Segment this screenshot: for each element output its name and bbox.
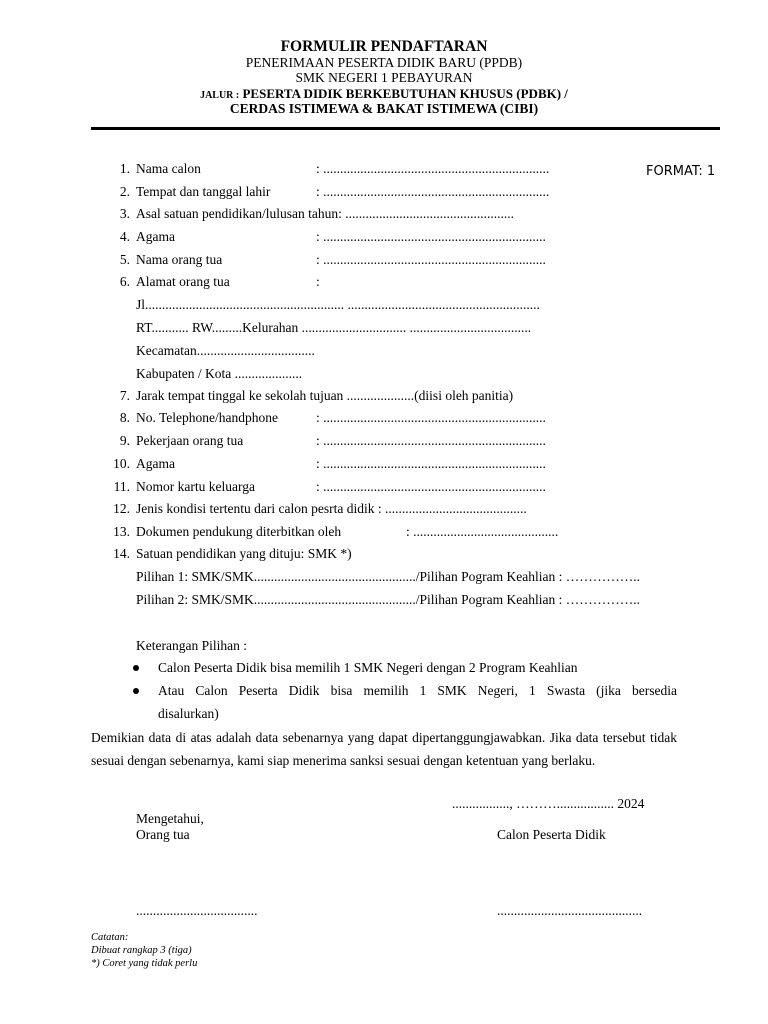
field-number: 3. (119, 206, 130, 221)
field-label: No. Telephone/handphone (136, 410, 279, 425)
jalur-prefix: JALUR : (200, 90, 240, 101)
field-value[interactable]: : ................................................................... (316, 184, 550, 199)
field-number: 2. (119, 184, 130, 199)
form-subtitle: PENERIMAAN PESERTA DIDIK BARU (PPDB) (245, 55, 523, 70)
field-value: : (316, 274, 320, 289)
field-value[interactable]: : ................................................................... (316, 161, 550, 176)
address-kecamatan[interactable]: Kecamatan................................... (136, 343, 315, 358)
field-label: Pekerjaan orang tua (136, 433, 244, 448)
field-number: 7. (119, 388, 130, 403)
field-number: 9. (119, 433, 130, 448)
field-number: 5. (119, 252, 130, 267)
calon-peserta-label: Calon Peserta Didik (497, 827, 606, 842)
field-number: 14. (113, 546, 130, 561)
field-value[interactable]: : .................................................................. (316, 479, 546, 494)
field-value[interactable]: : .................................................................. (316, 456, 546, 471)
statement-paragraph: Demikian data di atas adalah data sebenarnya yang dapat dipertanggungjawabkan. Jika data tersebut tidak sesuai dengan sebenarnya, kami siap menerima sanksi sesuai dengan ketentuan yang berlaku. (91, 730, 677, 768)
field-value[interactable]: : .................................................................. (316, 229, 546, 244)
field-value[interactable]: : .................................................................. (316, 410, 546, 425)
calon-signature-line[interactable]: ........................................... (497, 903, 643, 918)
pilihan-1[interactable]: Pilihan 1: SMK/SMK................................................/Pilihan Pogram Keahlian : …………….. (136, 569, 641, 584)
field-label: Nama calon (136, 161, 201, 176)
field-number: 13. (113, 524, 130, 539)
keterangan-heading: Keterangan Pilihan : (136, 638, 247, 653)
form-title: FORMULIR PENDAFTARAN (280, 38, 488, 55)
field-label: Alamat orang tua (136, 274, 230, 289)
address-rt-rw[interactable]: RT........... RW.........Kelurahan ............................... .................................... (136, 320, 532, 335)
catatan-title: Catatan: (91, 932, 129, 943)
pilihan-2[interactable]: Pilihan 2: SMK/SMK................................................/Pilihan Pogram Keahlian : …………….. (136, 592, 641, 607)
field-label: Agama (136, 456, 175, 471)
keterangan-item: Calon Peserta Didik bisa memilih 1 SMK Negeri dengan 2 Program Keahlian (158, 660, 578, 675)
field-value[interactable]: : .................................................................. (316, 433, 546, 448)
orang-tua-signature-line[interactable]: .................................... (136, 903, 258, 918)
orang-tua-label: Orang tua (136, 827, 190, 842)
keterangan-item: Atau Calon Peserta Didik bisa memilih 1 SMK Negeri, 1 Swasta (jika bersedia (158, 683, 677, 698)
jalur-text-1: PESERTA DIDIK BERKEBUTUHAN KHUSUS (PDBK) / (242, 86, 568, 101)
bullet-icon (133, 688, 139, 694)
field-label: Dokumen pendukung diterbitkan oleh (136, 524, 342, 539)
field-number: 11. (113, 479, 130, 494)
keterangan-item-cont: disalurkan) (158, 706, 219, 721)
mengetahui-label: Mengetahui, (136, 811, 204, 826)
address-jl[interactable]: Jl........................................................... ......................................................... (136, 297, 540, 312)
jalur-line-1 (0, 86, 768, 102)
school-name: SMK NEGERI 1 PEBAYURAN (295, 70, 473, 85)
field-label: Nama orang tua (136, 252, 223, 267)
address-kabupaten[interactable]: Kabupaten / Kota .................... (136, 366, 303, 381)
field-number: 6. (119, 274, 130, 289)
catatan-line: *) Coret yang tidak perlu (91, 958, 198, 969)
field-number: 8. (119, 410, 130, 425)
signature-date[interactable]: ................., ………................. 2024 (452, 796, 645, 811)
bullet-icon (133, 665, 139, 671)
field-number: 12. (113, 501, 130, 516)
format-label: FORMAT: 1 (646, 164, 716, 179)
field-value[interactable]: : .................................................................. (316, 252, 546, 267)
field-label: Jarak tempat tinggal ke sekolah tujuan ....................(diisi oleh panitia) (136, 388, 514, 403)
catatan-line: Dibuat rangkap 3 (tiga) (91, 945, 192, 956)
field-label: Satuan pendidikan yang dituju: SMK *) (136, 546, 352, 561)
field-label: Tempat dan tanggal lahir (136, 184, 271, 199)
field-number: 4. (119, 229, 130, 244)
field-label[interactable]: Jenis kondisi tertentu dari calon pesrta didik : .......................................... (136, 501, 527, 516)
field-number: 10. (113, 456, 130, 471)
field-value[interactable]: : ........................................... (406, 524, 559, 539)
field-label[interactable]: Asal satuan pendidikan/lulusan tahun: .................................................. (136, 206, 514, 221)
header-divider (91, 127, 720, 130)
field-label: Agama (136, 229, 175, 244)
jalur-line-2: CERDAS ISTIMEWA & BAKAT ISTIMEWA (CIBI) (229, 101, 539, 116)
field-number: 1. (119, 161, 130, 176)
field-label: Nomor kartu keluarga (136, 479, 255, 494)
